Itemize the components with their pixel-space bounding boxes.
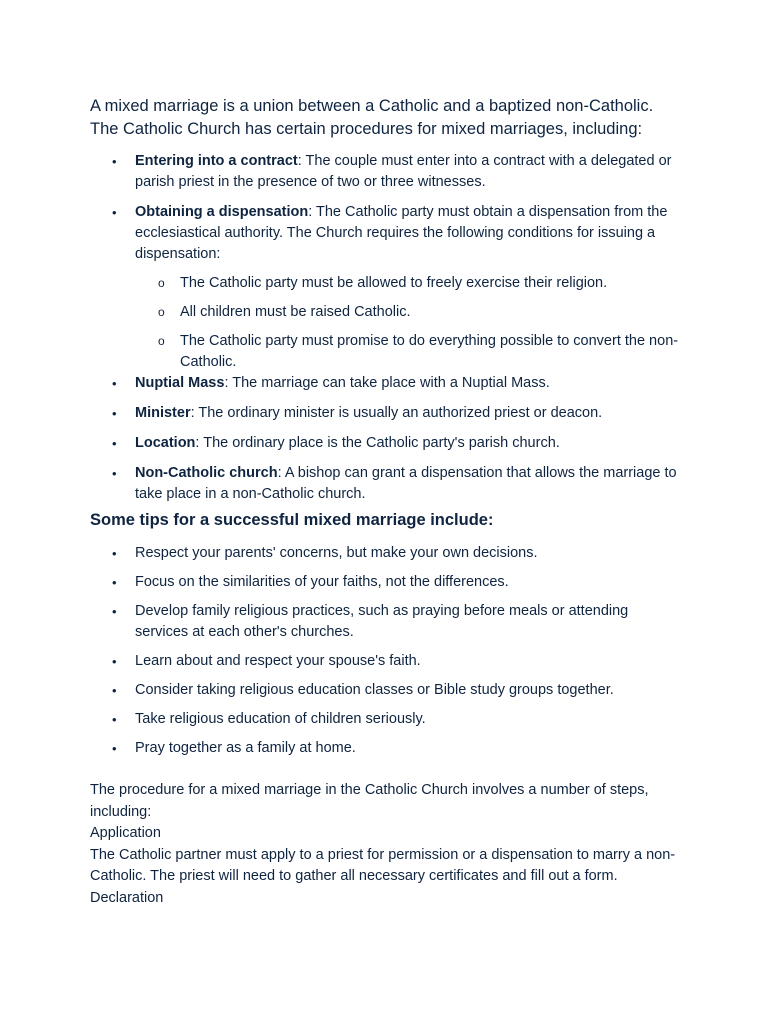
intro-paragraph: A mixed marriage is a union between a Catholic and a baptized non-Catholic. The Catholic Church has certain procedures for mixed marriages, including: [90,97,654,138]
list-item: • Focus on the similarities of your faiths, not the differences. [90,572,680,593]
item-text: : The Catholic party must obtain a dispensation from the ecclesiastical authority. The Church requires the following conditions for issuing a dispensation: [135,204,668,262]
item-term: Nuptial Mass [135,375,225,391]
item-term: Non-Catholic church [135,465,278,481]
item-text: : The couple must enter into a contract with a delegated or parish priest in the presence of two or three witnesses. [135,153,672,190]
list-item [90,151,680,193]
item-term: Minister [135,405,191,421]
list-item [90,373,680,394]
list-item: • Pray together as a family at home. [90,738,680,759]
sub-list-item: o The Catholic party must be allowed to freely exercise their religion. [135,273,680,294]
list-item: • Learn about and respect your spouse's faith. [90,651,680,672]
tips-heading: Some tips for a successful mixed marriage include: [90,511,494,529]
item-term: Obtaining a dispensation [135,204,309,220]
step-text-application: The Catholic partner must apply to a priest for permission or a dispensation to marry a non-Catholic. The priest will need to gather all necessary certificates and fill out a form. [90,846,676,884]
item-text: : The marriage can take place with a Nuptial Mass. [224,375,550,391]
item-text: : The ordinary minister is usually an authorized priest or deacon. [190,405,603,421]
step-title-declaration: Declaration [90,889,164,906]
item-text: : The ordinary place is the Catholic party's parish church. [195,435,560,451]
conditions-list [135,273,680,373]
document-page [90,95,680,909]
list-item: • Consider taking religious education classes or Bible study groups together. [90,680,680,701]
tips-list [90,543,680,759]
list-item [90,433,680,454]
item-text: : A bishop can grant a dispensation that allows the marriage to take place in a non-Catholic church. [135,465,677,502]
procedures-list [90,151,680,505]
step-title-application: Application [90,825,161,841]
item-term: Entering into a contract [135,153,298,169]
steps-intro-paragraph: The procedure for a mixed marriage in the Catholic Church involves a number of steps, including: [90,782,649,820]
sub-list-item: o All children must be raised Catholic. [135,302,680,323]
list-item [90,463,680,505]
list-item: • Develop family religious practices, such as praying before meals or attending services at each other's churches. [90,601,680,643]
list-item [90,202,680,373]
sub-list-item: o The Catholic party must promise to do everything possible to convert the non-Catholic. [135,331,680,373]
item-term: Location [135,435,196,451]
list-item: • Respect your parents' concerns, but make your own decisions. [90,543,680,564]
list-item: • Take religious education of children seriously. [90,709,680,730]
list-item [90,403,680,424]
